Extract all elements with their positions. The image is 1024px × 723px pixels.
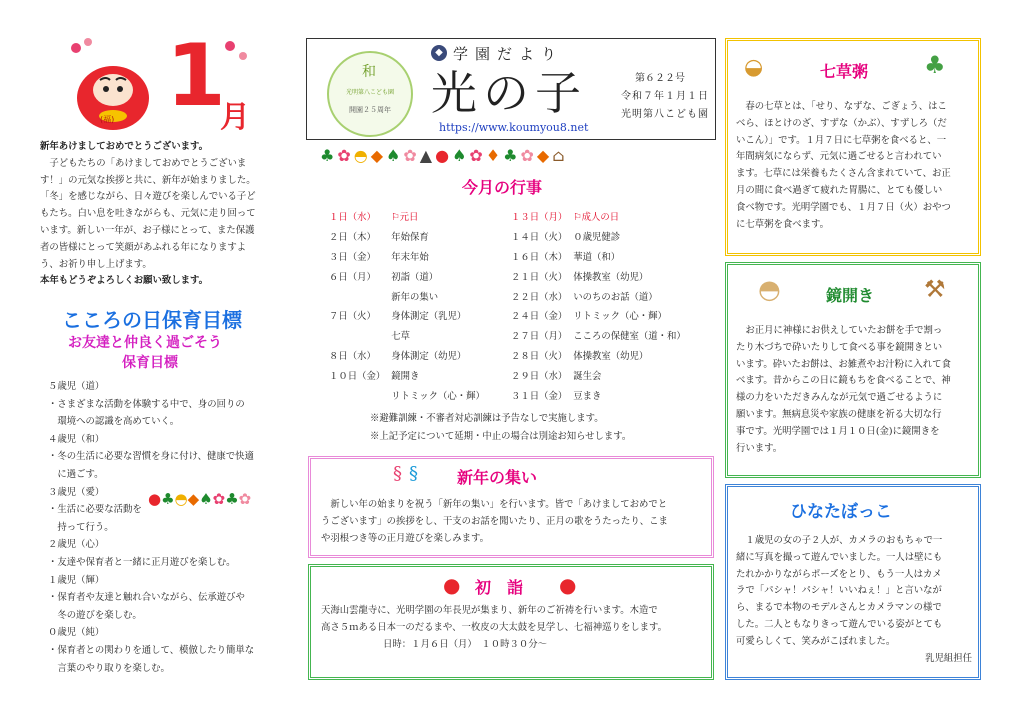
pine-icon: ♣ [161, 490, 175, 508]
goal-line: ・冬の生活に必要な習慣を身に付け、健康で快適 [48, 451, 254, 463]
greeting-line: う、お祈り申し上げます。 [40, 258, 152, 270]
plum-blossom-icon: ✿ [520, 146, 537, 165]
lion-icon: ● [435, 146, 453, 165]
event-date: ２７日（月） [511, 331, 568, 343]
body-line: べます。昔からこの日に鏡もちを食べることで、神 [736, 375, 951, 387]
event-name: 年末年始 [391, 251, 429, 263]
event-name: リトミック（心・輝） [391, 390, 485, 402]
new-year-gathering-body [321, 497, 713, 547]
event-row [508, 365, 689, 385]
new-year-decoration-banner [320, 146, 712, 165]
goal-line: 持って行う。 [48, 521, 114, 533]
bamboo-icon: ♠ [452, 146, 470, 165]
kagami-title: 鏡開き [826, 286, 875, 305]
event-date: １日（水） [329, 211, 376, 223]
event-name: こころの保健室（道・和） [573, 331, 686, 343]
event-date: １３日（月） [511, 211, 568, 223]
new-year-decoration-row [148, 490, 251, 508]
event-name: リトミック（心・輝） [573, 311, 667, 323]
body-line: ら、まるで本物のモデルさんとカメラマンの様で [736, 602, 942, 614]
body-line: たり木づちで砕いたりして食べる事を鏡開きとい [736, 341, 943, 353]
body-line: 様の力をいただきみんなが元気で過ごせるように [736, 392, 943, 404]
newsletter-label: 学園だより [453, 45, 564, 63]
event-row [508, 345, 689, 365]
event-date: ７日（火） [329, 311, 376, 323]
event-row [508, 226, 689, 246]
plum-blossom-icon: ✿ [337, 146, 354, 165]
spinning-top-icon: ♦ [485, 146, 504, 165]
goal-line: 冬の遊びを楽しむ。 [48, 609, 142, 621]
daruma-icon: ● [559, 573, 577, 597]
event-date: ２１日（火） [511, 271, 568, 283]
event-row [508, 206, 689, 226]
event-date: ２９日（水） [511, 371, 568, 383]
body-line: 事です。光明学園では１月１０日(金)に鏡開きを [736, 425, 940, 437]
event-name: 年始保育 [391, 231, 429, 243]
event-date: ２４日（金） [511, 311, 568, 323]
event-name: 七草 [391, 331, 411, 343]
event-row [326, 286, 488, 306]
daruma-icon: ● [148, 490, 162, 508]
body-line: べら、ほとけのざ、すずな（かぶ）、すずしろ（だ [736, 117, 947, 129]
event-row [326, 226, 488, 246]
goal-line: ・生活に必要な活動を [48, 504, 142, 516]
event-row [326, 266, 488, 286]
events-table-right [508, 206, 689, 405]
event-row [326, 325, 488, 345]
plum-blossom-icon: ✿ [469, 146, 486, 165]
greeting-closing: 本年もどうぞよろしくお願い致します。 [40, 275, 209, 287]
body-line: 日時：１月６日（月） １０時３０分～ [383, 638, 548, 650]
greeting-line: もたち。白い息を吐きながらも、元気に走り回って [40, 208, 256, 220]
event-name [388, 206, 488, 226]
event-date: ２８日（火） [511, 351, 568, 363]
flag-icon: ⚐ [573, 211, 582, 223]
seal-anniversary: 開園２５周年 [349, 106, 391, 114]
pine-icon: ♣ [320, 146, 338, 165]
hinatabokko-title: ひなたぼっこ [790, 502, 892, 522]
body-line: 春の七草とは、「せり、なずな、ごぎょう、はこ [736, 101, 947, 112]
goal-line: ・友達や保育者と一緒に正月遊びを楽しむ。 [48, 556, 236, 568]
body-line: ます。七草には栄養もたくさん含まれていて、お正 [736, 168, 951, 180]
goal-label: １歳児（輝） [48, 574, 105, 586]
nanakusa-body [736, 99, 980, 233]
body-line: した。二人ともなりきって遊んでいる姿がとても [736, 618, 943, 630]
month-number: 1 [166, 26, 226, 126]
event-date: ６日（月） [329, 271, 376, 283]
new-year-gathering-title: 新年の集い [457, 468, 538, 487]
seal-ring: 光明第八こども園 [345, 89, 394, 96]
body-line: や羽根つき等の正月遊びを楽しみます。 [321, 532, 490, 544]
events-notes [370, 410, 631, 446]
event-date: １４日（火） [511, 231, 568, 243]
event-name: ０歳児健診 [573, 231, 621, 243]
body-line: 緒に写真を撮って遊んでいました。一人は壁にも [736, 551, 943, 563]
event-name: 新年の集い [391, 291, 439, 303]
body-line: います。砕いたお餅は、お雑煮やお汁粉に入れて食 [736, 358, 951, 370]
event-name: 誕生会 [573, 371, 602, 383]
body-line: たれかかりながらポーズをとり、もう一人はカメ [736, 568, 942, 580]
nanakusa-box [725, 38, 981, 256]
body-line: 高さ５ｍある日本一のだるまや、一枚皮の大太鼓を見学し、七福神巡りをします。 [321, 621, 667, 633]
event-date: ２日（木） [329, 231, 376, 243]
event-row [326, 345, 488, 365]
hatsumode-box [308, 564, 714, 680]
pine-icon: ♣ [225, 490, 239, 508]
seal-char: 和 [362, 64, 376, 80]
goals-title: こころの日保育目標 [62, 308, 242, 332]
event-date: ８日（水） [329, 351, 376, 363]
plum-blossom-icon: ✿ [238, 490, 252, 508]
event-name [570, 206, 689, 226]
event-date: １６日（木） [511, 251, 568, 263]
plum-blossom-icon: ✿ [212, 490, 226, 508]
events-title: 今月の行事 [462, 178, 543, 197]
goal-label: ４歳児（和） [48, 433, 105, 445]
event-row [508, 385, 689, 405]
event-row [326, 385, 488, 405]
goal-line: ・さまざまな活動を体験する中で、身の回りの [48, 398, 245, 410]
event-name: 鏡開き [391, 371, 420, 383]
event-row [508, 286, 689, 306]
event-date: ３日（金） [329, 251, 376, 263]
kagami-mochi-icon: ◓ [174, 490, 188, 508]
event-name-text: 元日 [399, 211, 419, 223]
body-line: 行います。 [736, 442, 783, 454]
event-row [508, 305, 689, 325]
body-line: お正月に神様にお供えしていたお餅を手で割っ [736, 325, 943, 336]
hatsumode-title: 初 詣 [475, 578, 524, 597]
kagami-biraki-box [725, 262, 981, 478]
greeting-line: 「冬」を感じながら、日々遊びを楽しんでいる子ど [40, 191, 256, 203]
daruma-icon: ● [443, 573, 461, 597]
body-line: うございます」の挨拶をし、干支のお話を聞いたり、正月の歌をうたったり、こま [321, 515, 668, 527]
event-name: 身体測定（幼児） [391, 351, 467, 363]
event-date [326, 286, 388, 306]
body-line: 天海山雲龍寺に、光明学園の年長児が集まり、新年のご祈祷を行います。木造で [321, 605, 658, 616]
bamboo-icon: ♠ [386, 146, 404, 165]
body-line: 年間病気にならず、元気に過ごせると言われてい [736, 151, 942, 163]
body-line: 可愛らしくて、笑みがこぼれました。 [736, 635, 896, 647]
goal-label: ５歳児（道） [48, 381, 105, 392]
body-line: 月の間に食べ過ぎて疲れた胃腸に、とても優しい [736, 184, 943, 196]
event-name: 体操教室（幼児） [573, 351, 649, 363]
goals-list [48, 378, 298, 677]
greeting-line: います。新しい一年が、お子様にとって、また保護 [40, 224, 255, 236]
body-line: 食べ物です。光明学園でも、１月７日（火）おやつ [736, 201, 951, 213]
event-row [326, 305, 488, 325]
mallet-icon: ⚒ [924, 275, 946, 303]
hatsumode-body [321, 603, 713, 653]
plum-blossom-icon: ✿ [403, 146, 420, 165]
body-line: １歳児の女の子２人が、カメラのおもちゃで一 [736, 535, 943, 546]
author: 乳児組担任 [925, 652, 972, 664]
goal-label: ２歳児（心） [48, 539, 105, 551]
newsletter-header [306, 38, 716, 140]
hinatabokko-body [736, 533, 980, 667]
goal-label: ３歳児（愛） [48, 486, 105, 498]
month-unit: 月 [220, 100, 250, 135]
event-name: いのちのお話（道） [573, 291, 658, 303]
goal-line: 環境への認識を高めていく。 [48, 416, 180, 428]
daruma-label: (福) [100, 115, 115, 124]
events-note: ※上記予定について延期・中止の場合は別途お知らせします。 [370, 431, 632, 442]
new-year-gathering-box [308, 456, 714, 558]
body-line: 新しい年の始まりを祝う「新年の集い」を行います。皆で「あけましておめでと [321, 499, 668, 510]
event-row [508, 266, 689, 286]
greeting [40, 139, 298, 290]
event-row [326, 246, 488, 266]
publisher: 光明第八こども園 [621, 109, 709, 120]
event-name: 身体測定（乳児） [391, 311, 467, 323]
school-seal [327, 51, 413, 137]
kite-icon: ◆ [187, 490, 200, 508]
event-date: ２２日（水） [511, 291, 568, 303]
goals-subtitle: お友達と仲良く過ごそう [68, 335, 222, 351]
greeting-line: す！」の元気な挨拶と共に、新年が始まりました。 [40, 174, 256, 186]
newsletter-title: 光の子 [431, 66, 587, 120]
school-emblem-icon: ◆ [431, 45, 447, 61]
hinatabokko-box [725, 484, 981, 680]
kagami-mochi-icon: ◓ [758, 275, 781, 305]
goal-label: ０歳児（純） [48, 627, 105, 639]
event-name: 華道（和） [573, 251, 621, 263]
goal-line: 言葉のやり取りを楽しむ。 [48, 662, 170, 674]
goal-line: ・保育者との関わりを通して、模倣したり簡単な [48, 644, 255, 656]
greeting-line: 者の皆様にとって笑顔があふれる年になりますよ [40, 241, 247, 253]
event-name: 体操教室（幼児） [573, 271, 649, 283]
events-note: ※避難訓練・不審者対応訓練は予告なしで実施します。 [370, 413, 604, 424]
body-line: に七草粥を食べます。 [736, 218, 829, 230]
body-line: 願います。無病息災や家族の健康を祈る大切な行 [736, 408, 942, 420]
month-badge [48, 26, 258, 135]
event-name-text: 成人の日 [581, 211, 620, 223]
kite-icon: ◆ [370, 146, 387, 165]
event-name: 初詣（道） [391, 271, 439, 283]
body-line: いこん）」です。１月７日に七草粥を食べると、一 [736, 134, 947, 146]
event-row [508, 325, 689, 345]
event-date: ３１日（金） [511, 390, 568, 402]
snake-icon: § [409, 463, 418, 484]
website-link[interactable]: https://www.koumyou8.net [439, 121, 589, 134]
flag-icon: ⚐ [391, 211, 400, 223]
bamboo-icon: ♠ [199, 490, 213, 508]
event-date [326, 385, 388, 405]
kagami-mochi-icon: ◓ [353, 146, 371, 165]
event-name: 豆まき [573, 390, 602, 402]
event-row [508, 246, 689, 266]
radish-icon: ♣ [924, 51, 946, 79]
greeting-heading: 新年あけましておめでとうございます。 [40, 141, 209, 152]
greeting-body [40, 156, 298, 274]
issue-date: 令和７年１月１日 [621, 91, 709, 102]
events-table-left [326, 206, 488, 405]
goals-subtitle-2: 保育目標 [122, 355, 178, 371]
porridge-bowl-icon: ◒ [744, 55, 764, 80]
goal-line: ・保育者や友達と触れ合いながら、伝承遊びや [48, 592, 245, 604]
shrine-icon: ⌂ [552, 146, 568, 165]
rice-ball-icon: ▲ [419, 146, 436, 165]
kite-icon: ◆ [536, 146, 553, 165]
greeting-line: 子どもたちの「あけましておめでとうございま [40, 157, 247, 169]
event-date: １０日（金） [329, 371, 386, 383]
issue-number: 第６２２号 [635, 73, 685, 84]
pine-icon: ♣ [503, 146, 521, 165]
event-row [326, 365, 488, 385]
worm-icon: § [393, 463, 402, 484]
event-date [326, 325, 388, 345]
kagami-body [736, 323, 980, 457]
event-row [326, 206, 488, 226]
body-line: ラで「パシャ！パシャ！いいねぇ！」と言いなが [736, 585, 942, 597]
goal-line: に過ごす。 [48, 468, 104, 480]
nanakusa-title: 七草粥 [820, 62, 869, 81]
